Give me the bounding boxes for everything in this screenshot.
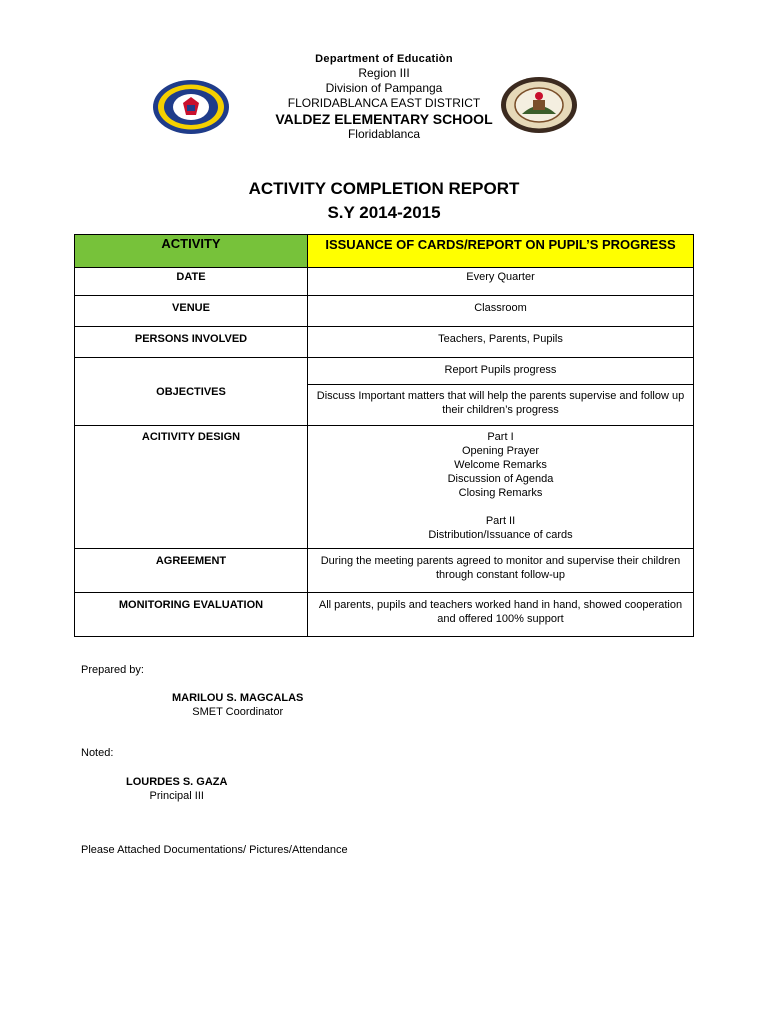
prepared-by-title: SMET Coordinator <box>192 706 284 718</box>
table-row <box>75 296 694 327</box>
prepared-by-name: MARILOU S. MAGCALAS <box>172 692 304 704</box>
report-school-year: S.Y 2014-2015 <box>327 203 441 222</box>
noted-by-block <box>126 775 227 803</box>
table-row <box>75 593 694 637</box>
agreement-label: AGREEMENT <box>75 549 308 593</box>
objectives-label: OBJECTIVES <box>75 358 308 426</box>
date-label: DATE <box>75 268 308 296</box>
table-row <box>75 327 694 358</box>
persons-label: PERSONS INVOLVED <box>75 327 308 358</box>
design-line: Discussion of Agenda <box>447 473 554 485</box>
venue-label: VENUE <box>75 296 308 327</box>
noted-by-title: Principal III <box>149 790 204 802</box>
school-name: VALDEZ ELEMENTARY SCHOOL <box>275 111 493 127</box>
prepared-by-block <box>172 691 303 719</box>
design-line: Welcome Remarks <box>454 459 547 471</box>
noted-by-name: LOURDES S. GAZA <box>126 776 228 788</box>
design-lines <box>314 430 687 542</box>
table-row <box>75 549 694 593</box>
design-line: Opening Prayer <box>461 445 540 457</box>
letterhead <box>0 52 768 142</box>
monitoring-label: MONITORING EVALUATION <box>75 593 308 637</box>
town-name: Floridablanca <box>347 127 421 141</box>
design-value <box>308 426 694 549</box>
district-name: FLORIDABLANCA EAST DISTRICT <box>287 96 481 110</box>
venue-value: Classroom <box>308 296 694 327</box>
design-line: Part I <box>487 431 514 443</box>
noted-label: Noted: <box>81 747 114 759</box>
design-line: Closing Remarks <box>458 487 543 499</box>
table-row <box>75 358 694 385</box>
monitoring-value: All parents, pupils and teachers worked hand in hand, showed cooperation and offered 100% support <box>308 593 694 637</box>
division-name: Division of Pampanga <box>325 81 443 95</box>
activity-value: ISSUANCE OF CARDS/REPORT ON PUPIL’S PROGRESS <box>308 235 694 268</box>
design-line: Distribution/Issuance of cards <box>428 529 573 541</box>
agreement-value: During the meeting parents agreed to monitor and supervise their children through constant follow-up <box>308 549 694 593</box>
design-line <box>314 500 687 514</box>
date-value: Every Quarter <box>308 268 694 296</box>
objective-2: Discuss Important matters that will help the parents supervise and follow up their children’s progress <box>308 385 694 426</box>
report-title <box>0 177 768 225</box>
region-name: Region III <box>358 66 410 80</box>
design-line: Part II <box>485 515 516 527</box>
prepared-by-label: Prepared by: <box>81 664 144 676</box>
objective-1: Report Pupils progress <box>308 358 694 385</box>
footer-note: Please Attached Documentations/ Pictures/Attendance <box>81 844 348 856</box>
table-row <box>75 268 694 296</box>
activity-label: ACTIVITY <box>75 235 308 268</box>
table-row <box>75 235 694 268</box>
school-seal-logo <box>152 79 230 135</box>
department-name: Department of Educatiòn <box>315 53 453 65</box>
activity-report-table <box>74 234 694 637</box>
table-row <box>75 426 694 549</box>
report-title-line1: ACTIVITY COMPLETION REPORT <box>248 179 520 198</box>
design-label: ACITIVITY DESIGN <box>75 426 308 549</box>
persons-value: Teachers, Parents, Pupils <box>308 327 694 358</box>
district-seal-logo <box>500 76 578 134</box>
